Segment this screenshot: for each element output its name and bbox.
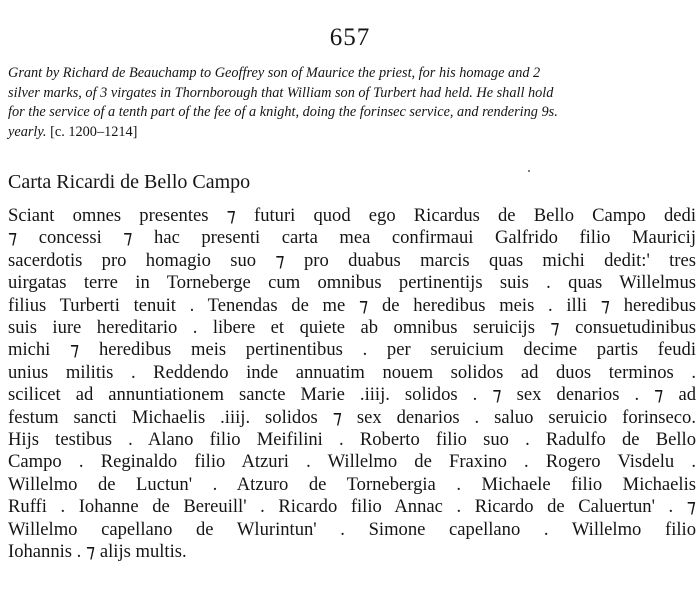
charter-line: Hijs testibus . Alano filio Meifilini . Roberto filio suo . Radulfo de Bello [8,429,696,451]
charter-line: michi ⁊ heredibus meis pertinentibus . per seruicium decime partis feudi [8,339,696,361]
summary-line: silver marks, of 3 virgates in Thornborough that William son of Turbert had held. He shall hold [8,84,554,101]
charter-line: Campo . Reginaldo filio Atzuri . Willelmo de Fraxino . Rogero Visdelu . [8,451,696,473]
charter-line: unius militis . Reddendo inde annuatim nouem solidos ad duos terminos . [8,361,696,383]
charter-line: sacerdotis pro homagio suo ⁊ pro duabus marcis quas michi dedit:' tres [8,249,696,271]
charter-line: ⁊ concessi ⁊ hac presenti carta mea confirmaui Galfrido filio Mauricij [8,227,696,249]
summary-line: yearly. [8,123,47,140]
summary-line: for the service of a tenth part of the fee of a knight, doing the forinsec service, and rendering 9s. [8,104,558,120]
charter-title: Carta Ricardi de Bello Campo [8,171,251,193]
document-number: 657 [329,24,371,51]
summary-date: [c. 1200–1214] [50,123,138,140]
print-speck [528,170,530,172]
charter-text [8,205,696,564]
charter-summary [8,64,696,142]
summary-line: Grant by Richard de Beauchamp to Geoffrey son of Maurice the priest, for his homage and 2 [8,65,541,81]
charter-line: Willelmo de Luctun' . Atzuro de Tornebergia . Michaele filio Michaelis [8,473,696,495]
charter-line: Iohannis . ⁊ alijs multis. [8,541,187,563]
charter-line: uirgatas terre in Torneberge cum omnibus pertinentijs suis . quas Willelmus [8,272,696,294]
charter-line: Sciant omnes presentes ⁊ futuri quod ego Ricardus de Bello Campo dedi [8,205,696,226]
charter-line: Willelmo capellano de Wlurintun' . Simone capellano . Willelmo filio [8,518,696,540]
charter-line: filius Turberti tenuit . Tenendas de me ⁊ de heredibus meis . illi ⁊ heredibus [8,294,696,316]
charter-line: scilicet ad annuntiationem sancte Marie .iiij. solidos . ⁊ sex denarios . ⁊ ad [8,384,696,406]
charter-line: festum sancti Michaelis .iiij. solidos ⁊ sex denarios . saluo seruicio forinseco. [8,406,696,428]
charter-line: Ruffi . Iohanne de Bereuill' . Ricardo filio Annac . Ricardo de Caluertun' . ⁊ [8,496,696,518]
charter-line: suis iure hereditario . libere et quiete ab omnibus seruicijs ⁊ consuetudinibus [8,317,696,339]
